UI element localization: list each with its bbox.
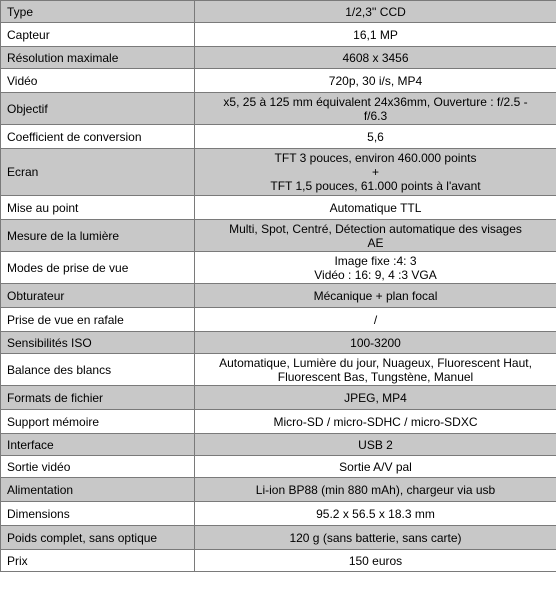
spec-value bbox=[195, 284, 556, 308]
spec-value-line: AE bbox=[367, 235, 384, 250]
spec-value-line: Image fixe :4: 3 bbox=[334, 253, 417, 268]
spec-value bbox=[195, 332, 556, 354]
table-row bbox=[1, 354, 556, 386]
table-row bbox=[1, 23, 556, 47]
table-row bbox=[1, 69, 556, 93]
spec-value-line: Mécanique + plan focal bbox=[313, 288, 438, 303]
spec-value-line: USB 2 bbox=[358, 437, 393, 452]
table-row bbox=[1, 456, 556, 478]
spec-label: Balance des blancs bbox=[1, 354, 195, 386]
spec-value-line: Li-ion BP88 (min 880 mAh), chargeur via usb bbox=[255, 482, 496, 497]
spec-value-line: Multi, Spot, Centré, Détection automatique des visages bbox=[229, 221, 522, 236]
spec-value-line: 720p, 30 i/s, MP4 bbox=[328, 73, 423, 88]
spec-label: Prix bbox=[1, 550, 195, 572]
spec-value-line: Micro-SD / micro-SDHC / micro-SDXC bbox=[273, 414, 478, 429]
spec-value bbox=[195, 69, 556, 93]
spec-value-line: 100-3200 bbox=[350, 335, 401, 350]
spec-value-line: + bbox=[371, 165, 379, 179]
spec-value-line: 95.2 x 56.5 x 18.3 mm bbox=[316, 506, 435, 521]
spec-value bbox=[195, 1, 556, 23]
spec-label: Formats de fichier bbox=[1, 386, 195, 410]
spec-label: Alimentation bbox=[1, 478, 195, 502]
spec-value bbox=[195, 478, 556, 502]
spec-label: Mise au point bbox=[1, 196, 195, 220]
spec-label: Support mémoire bbox=[1, 410, 195, 434]
spec-value bbox=[195, 526, 556, 550]
spec-label: Obturateur bbox=[1, 284, 195, 308]
spec-value bbox=[195, 125, 556, 149]
spec-value-line: 1/2,3'' CCD bbox=[345, 4, 406, 19]
spec-value-line: 5,6 bbox=[367, 129, 384, 144]
spec-label: Capteur bbox=[1, 23, 195, 47]
spec-label: Résolution maximale bbox=[1, 47, 195, 69]
spec-label: Vidéo bbox=[1, 69, 195, 93]
spec-label: Dimensions bbox=[1, 502, 195, 526]
table-row bbox=[1, 93, 556, 125]
spec-value-line: Automatique, Lumière du jour, Nuageux, Fluorescent Haut, bbox=[219, 355, 532, 370]
spec-value-line: Automatique TTL bbox=[329, 200, 422, 215]
spec-value-line: TFT 3 pouces, environ 460.000 points bbox=[274, 151, 477, 165]
spec-value-line: 150 euros bbox=[348, 553, 403, 568]
spec-value-line: Fluorescent Bas, Tungstène, Manuel bbox=[277, 369, 474, 384]
table-row bbox=[1, 1, 556, 23]
spec-value bbox=[195, 47, 556, 69]
spec-value-line: Vidéo : 16: 9, 4 :3 VGA bbox=[314, 267, 437, 282]
table-row bbox=[1, 526, 556, 550]
spec-value bbox=[195, 23, 556, 47]
table-row bbox=[1, 196, 556, 220]
spec-value-line: f/6.3 bbox=[363, 108, 388, 123]
table-row bbox=[1, 252, 556, 284]
spec-value bbox=[195, 550, 556, 572]
spec-value bbox=[195, 196, 556, 220]
spec-value bbox=[195, 386, 556, 410]
spec-label: Objectif bbox=[1, 93, 195, 125]
spec-value bbox=[195, 93, 556, 125]
table-row bbox=[1, 308, 556, 332]
table-row bbox=[1, 332, 556, 354]
spec-value bbox=[195, 434, 556, 456]
spec-value bbox=[195, 220, 556, 252]
spec-value-line: TFT 1,5 pouces, 61.000 points à l'avant bbox=[270, 179, 481, 193]
spec-value bbox=[195, 354, 556, 386]
spec-value bbox=[195, 308, 556, 332]
spec-value bbox=[195, 502, 556, 526]
spec-label: Poids complet, sans optique bbox=[1, 526, 195, 550]
spec-table-body bbox=[1, 1, 556, 572]
spec-value-line: JPEG, MP4 bbox=[344, 390, 407, 405]
spec-label: Sortie vidéo bbox=[1, 456, 195, 478]
spec-label: Interface bbox=[1, 434, 195, 456]
table-row bbox=[1, 47, 556, 69]
table-row bbox=[1, 550, 556, 572]
table-row bbox=[1, 410, 556, 434]
spec-label: Coefficient de conversion bbox=[1, 125, 195, 149]
table-row bbox=[1, 125, 556, 149]
spec-value-line: Sortie A/V pal bbox=[339, 459, 412, 474]
spec-value bbox=[195, 410, 556, 434]
spec-label: Sensibilités ISO bbox=[1, 332, 195, 354]
table-row bbox=[1, 386, 556, 410]
spec-label: Prise de vue en rafale bbox=[1, 308, 195, 332]
spec-label: Modes de prise de vue bbox=[1, 252, 195, 284]
spec-value-line: 120 g (sans batterie, sans carte) bbox=[289, 530, 462, 545]
spec-value bbox=[195, 456, 556, 478]
table-row bbox=[1, 502, 556, 526]
table-row bbox=[1, 220, 556, 252]
spec-value-line: x5, 25 à 125 mm équivalent 24x36mm, Ouverture : f/2.5 - bbox=[223, 94, 528, 109]
table-row bbox=[1, 149, 556, 196]
spec-value-line: / bbox=[373, 312, 378, 327]
spec-value bbox=[195, 149, 556, 196]
spec-label: Mesure de la lumière bbox=[1, 220, 195, 252]
table-row bbox=[1, 478, 556, 502]
table-row bbox=[1, 434, 556, 456]
spec-value-line: 4608 x 3456 bbox=[342, 50, 409, 65]
spec-value-line: 16,1 MP bbox=[353, 27, 398, 42]
spec-value bbox=[195, 252, 556, 284]
table-row bbox=[1, 284, 556, 308]
spec-label: Type bbox=[1, 1, 195, 23]
spec-label: Ecran bbox=[1, 149, 195, 196]
